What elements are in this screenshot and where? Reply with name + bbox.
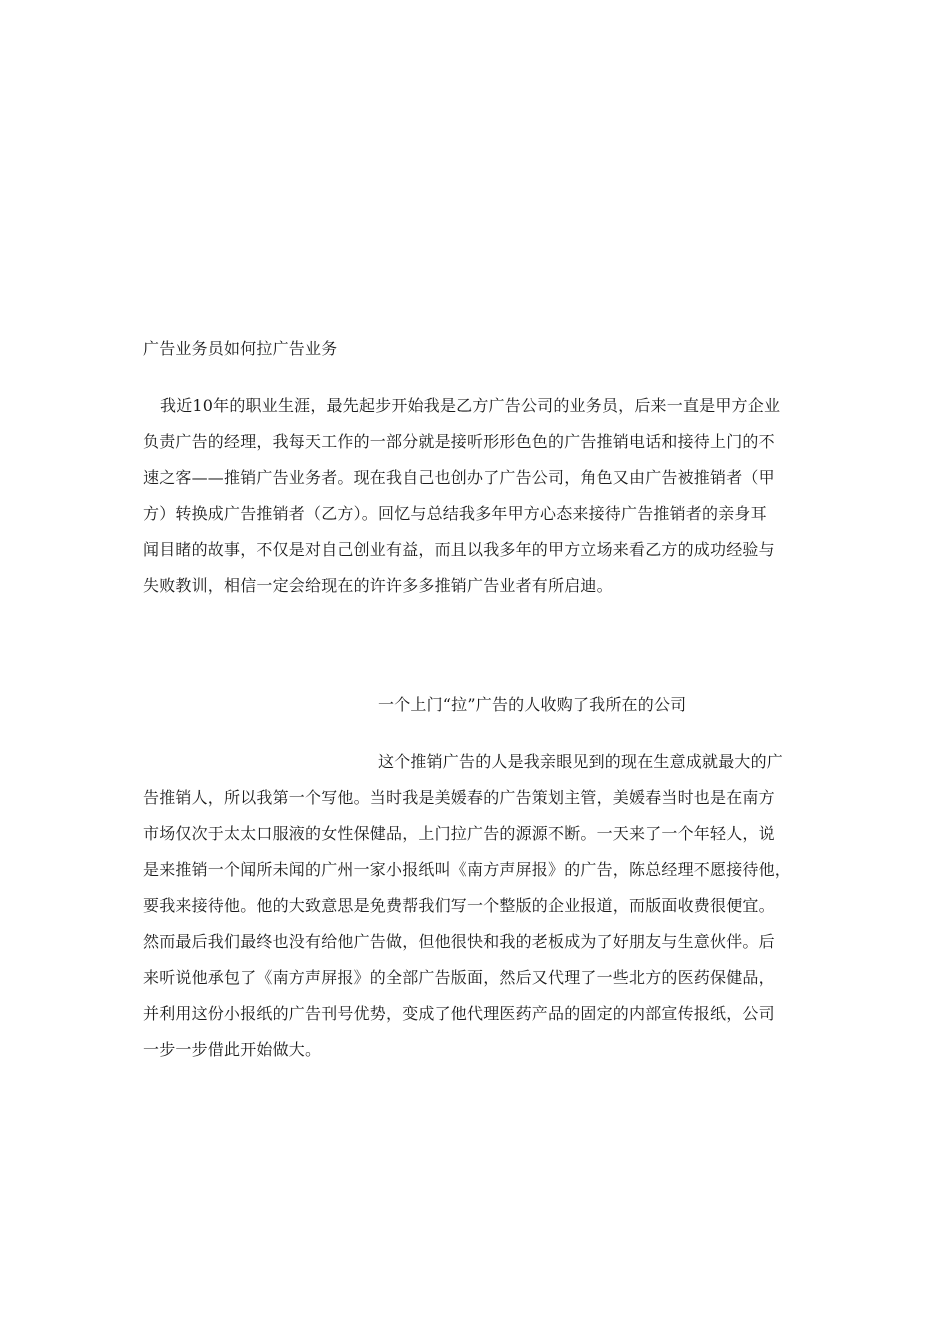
story-line: 然而最后我们最终也没有给他广告做，但他很快和我的老板成为了好朋友与生意伙伴。后 [143,932,775,951]
story-line: 是来推销一个闻所未闻的广州一家小报纸叫《南方声屏报》的广告，陈总经理不愿接待他， [143,860,792,879]
story-line: 告推销人，所以我第一个写他。当时我是美媛春的广告策划主管，美媛春当时也是在南方 [143,788,775,807]
intro-line: 失败教训，相信一定会给现在的许许多多推销广告业者有所启迪。 [143,576,613,595]
document-title: 广告业务员如何拉广告业务 [143,339,338,358]
story-line: 一步一步借此开始做大。 [143,1040,322,1059]
story-line: 并利用这份小报纸的广告刊号优势，变成了他代理医药产品的固定的内部宣传报纸，公司 [143,1004,775,1023]
intro-line: 闻目睹的故事，不仅是对自己创业有益，而且以我多年的甲方立场来看乙方的成功经验与 [143,540,775,559]
story-line: 要我来接待他。他的大致意思是免费帮我们写一个整版的企业报道，而版面收费很便宜。 [143,896,775,915]
story-line: 来听说他承包了《南方声屏报》的全部广告版面，然后又代理了一些北方的医药保健品， [143,968,775,987]
intro-line: 负责广告的经理，我每天工作的一部分就是接听形形色色的广告推销电话和接待上门的不 [143,432,775,451]
story-line: 这个推销广告的人是我亲眼见到的现在生意成就最大的广 [378,752,784,771]
intro-line: 我近10年的职业生涯，最先起步开始我是乙方广告公司的业务员，后来一直是甲方企业 [160,396,781,415]
intro-line: 方）转换成广告推销者（乙方）。回忆与总结我多年甲方心态来接待广告推销者的亲身耳 [143,504,767,523]
intro-line: 速之客——推销广告业务者。现在我自己也创办了广告公司，角色又由广告被推销者（甲 [143,468,775,487]
story-line: 市场仅次于太太口服液的女性保健品，上门拉广告的源源不断。一天来了一个年轻人，说 [143,824,775,843]
section-heading: 一个上门“拉”广告的人收购了我所在的公司 [378,695,687,714]
